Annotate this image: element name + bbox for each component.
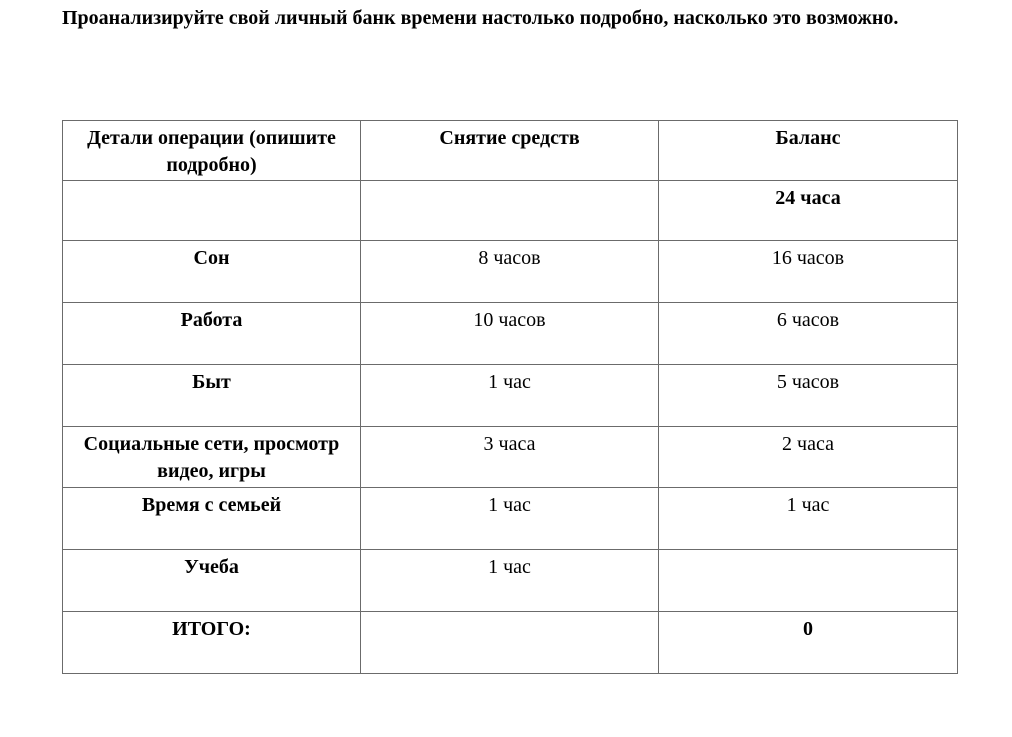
table-row xyxy=(63,427,958,488)
header-operation-details: Детали операции (опишите подробно) xyxy=(63,121,361,181)
total-balance-cell: 0 xyxy=(659,612,958,674)
header-withdrawal: Снятие средств xyxy=(361,121,659,181)
total-label-cell: ИТОГО: xyxy=(63,612,361,674)
detail-cell: Социальные сети, просмотр видео, игры xyxy=(63,427,361,488)
table-row xyxy=(63,488,958,550)
balance-cell: 6 часов xyxy=(659,303,958,365)
page-title: Проанализируйте свой личный банк времени настолько подробно, насколько это возможно. xyxy=(62,7,899,29)
balance-cell: 16 часов xyxy=(659,241,958,303)
detail-cell: Работа xyxy=(63,303,361,365)
starting-balance-row xyxy=(63,181,958,241)
table-row xyxy=(63,365,958,427)
starting-withdrawal-cell xyxy=(361,181,659,241)
balance-cell: 5 часов xyxy=(659,365,958,427)
detail-cell: Учеба xyxy=(63,550,361,612)
total-row xyxy=(63,612,958,674)
header-balance: Баланс xyxy=(659,121,958,181)
withdrawal-cell: 1 час xyxy=(361,488,659,550)
table-row xyxy=(63,550,958,612)
total-withdrawal-cell xyxy=(361,612,659,674)
balance-cell xyxy=(659,550,958,612)
detail-cell: Время с семьей xyxy=(63,488,361,550)
table-row xyxy=(63,241,958,303)
table-row xyxy=(63,303,958,365)
withdrawal-cell: 1 час xyxy=(361,550,659,612)
time-bank-table xyxy=(62,120,958,674)
balance-cell: 1 час xyxy=(659,488,958,550)
detail-cell: Быт xyxy=(63,365,361,427)
starting-detail-cell xyxy=(63,181,361,241)
withdrawal-cell: 1 час xyxy=(361,365,659,427)
withdrawal-cell: 10 часов xyxy=(361,303,659,365)
withdrawal-cell: 3 часа xyxy=(361,427,659,488)
balance-cell: 2 часа xyxy=(659,427,958,488)
detail-cell: Сон xyxy=(63,241,361,303)
starting-balance-cell: 24 часа xyxy=(659,181,958,241)
table-header-row xyxy=(63,121,958,181)
withdrawal-cell: 8 часов xyxy=(361,241,659,303)
